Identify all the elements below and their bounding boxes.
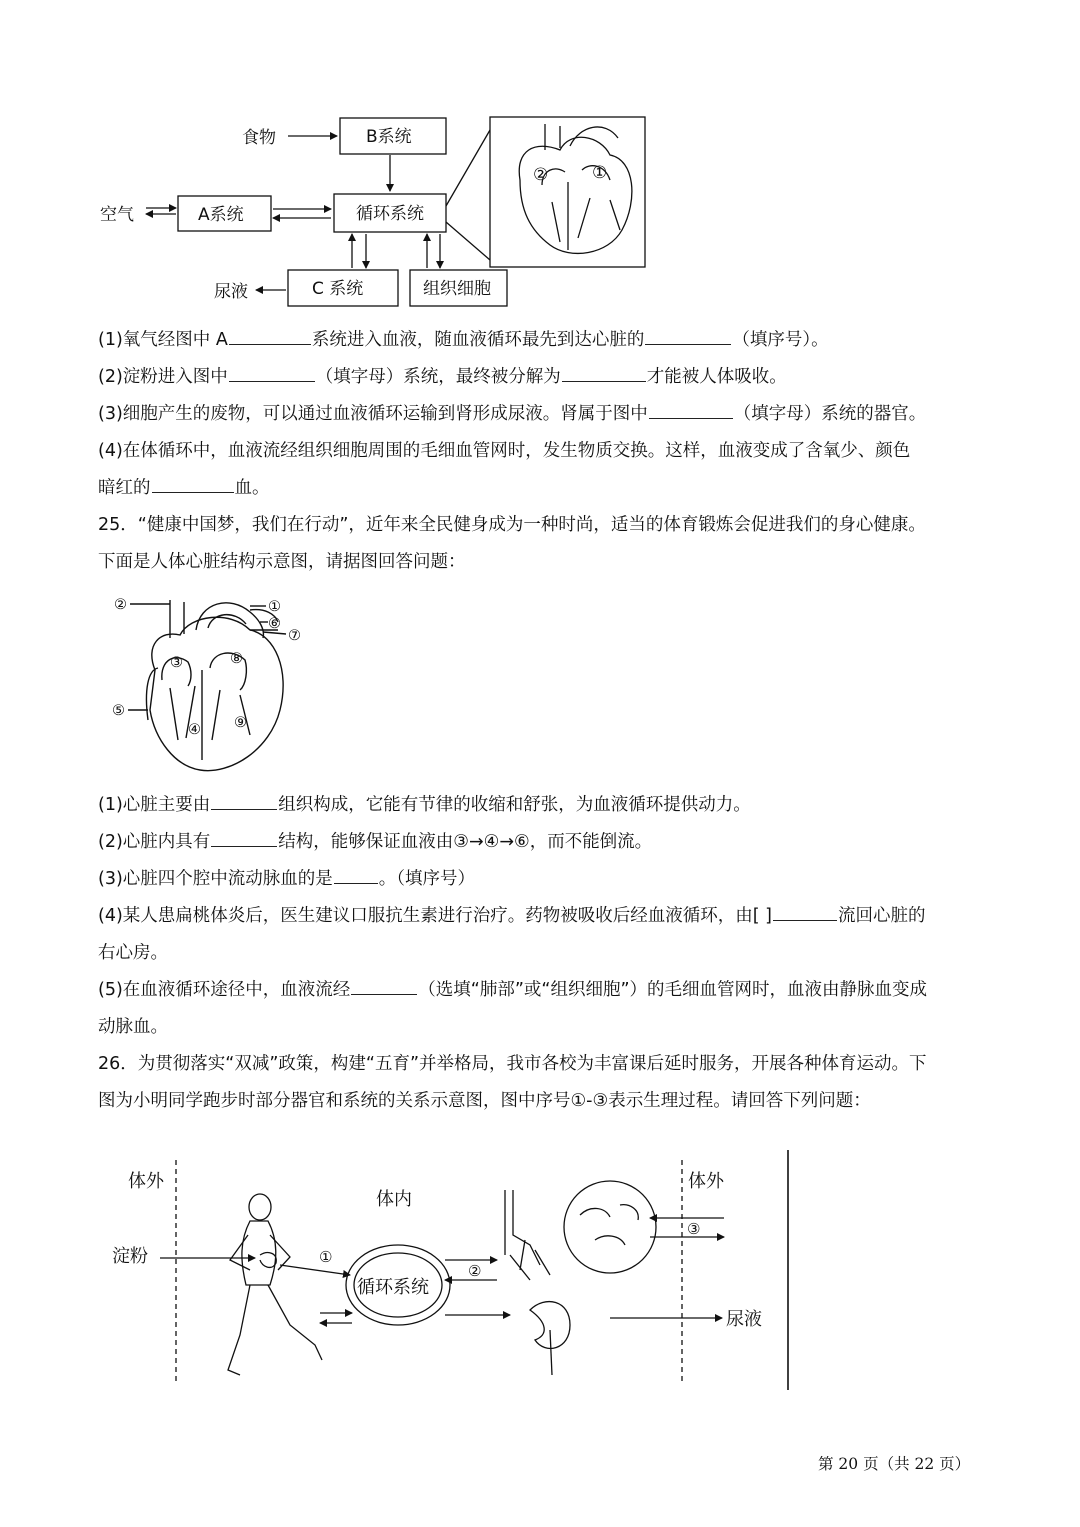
answer-blank[interactable] <box>152 474 234 493</box>
a-system-label: A系统 <box>198 205 244 225</box>
process-mark-2: ② <box>468 1262 482 1280</box>
heart-mark-2: ② <box>533 165 549 185</box>
answer-blank[interactable] <box>334 865 378 884</box>
tissue-cells-label: 组织细胞 <box>423 279 491 299</box>
food-label: 食物 <box>242 128 276 148</box>
q24-part3: (3)细胞产生的废物，可以通过血液循环运输到肾形成尿液。肾属于图中 （填字母）系统的器官。 <box>98 396 988 432</box>
q26-intro-2: 图为小明同学跑步时部分器官和系统的关系示意图，图中序号①-③表示生理过程。请回答下列问题： <box>98 1091 871 1111</box>
outside-right-label: 体外 <box>688 1171 724 1192</box>
q26-intro: 26．为贯彻落实“双减”政策，构建“五育”并举格局，我市各校为丰富课后延时服务，开展各种体育运动。下 <box>98 1054 927 1074</box>
heart-label-1: ① <box>268 599 281 615</box>
answer-blank[interactable] <box>211 791 277 810</box>
outside-left-label: 体外 <box>128 1171 164 1192</box>
heart-diagram <box>100 590 320 785</box>
q25-intro-2: 下面是人体心脏结构示意图，请据图回答问题： <box>98 552 466 572</box>
answer-blank[interactable] <box>229 326 311 345</box>
answer-blank[interactable] <box>351 976 417 995</box>
starch-label: 淀粉 <box>112 1246 148 1267</box>
runner-figure <box>228 1194 322 1375</box>
q25-part5-cont: 动脉血。 <box>98 1017 168 1037</box>
q25-intro: 25．“健康中国梦，我们在行动”，近年来全民健身成为一种时尚，适当的体育锻炼会促进我们的身心健康。 <box>98 515 926 535</box>
systems-diagram <box>90 110 660 315</box>
answer-blank[interactable] <box>229 363 315 382</box>
heart-label-6: ⑥ <box>268 616 281 632</box>
q25-part2: (2)心脏内具有 结构，能够保证血液由③→④→⑥，而不能倒流。 <box>98 824 988 860</box>
q25-part1: (1)心脏主要由 组织构成，它能有节律的收缩和舒张，为血液循环提供动力。 <box>98 787 988 823</box>
page-footer: 第 20 页（共 22 页） <box>818 1455 971 1473</box>
answer-blank[interactable] <box>645 326 731 345</box>
heart-label-4: ④ <box>188 722 201 738</box>
air-label: 空气 <box>100 205 134 225</box>
inside-label: 体内 <box>376 1189 412 1210</box>
q24-part4-cont: 暗红的 血。 <box>98 470 988 506</box>
process-mark-3: ③ <box>687 1220 701 1238</box>
heart-label-9: ⑨ <box>234 715 247 731</box>
runner-diagram <box>100 1145 800 1395</box>
circulation-label-2: 循环系统 <box>357 1277 429 1298</box>
q24-part4: (4)在体循环中，血液流经组织细胞周围的毛细血管网时，发生物质交换。这样，血液变成了含氧少、颜色 <box>98 441 911 461</box>
b-system-label: B系统 <box>366 127 412 147</box>
heart-mark-1: ① <box>592 163 608 183</box>
answer-blank[interactable] <box>773 902 837 921</box>
answer-blank[interactable] <box>649 400 733 419</box>
answer-blank[interactable] <box>211 828 277 847</box>
heart-label-3: ③ <box>170 655 183 671</box>
alveoli-circle <box>564 1181 656 1273</box>
answer-blank[interactable] <box>562 363 646 382</box>
process-mark-1: ① <box>319 1248 333 1266</box>
urine-label: 尿液 <box>214 282 248 302</box>
heart-label-8: ⑧ <box>230 651 243 667</box>
urine-label-2: 尿液 <box>726 1309 762 1330</box>
q25-part4: (4)某人患扁桃体炎后，医生建议口服抗生素进行治疗。药物被吸收后经血液循环，由[ ] 流回心脏的 <box>98 898 988 934</box>
q24-part1: (1)氧气经图中 A 系统进入血液，随血液循环最先到达心脏的 （填序号）。 <box>98 322 988 358</box>
q25-part4-cont: 右心房。 <box>98 943 168 963</box>
heart-label-2: ② <box>114 597 127 613</box>
heart-label-7: ⑦ <box>288 628 301 644</box>
q24-part2: (2)淀粉进入图中 （填字母）系统，最终被分解为 才能被人体吸收。 <box>98 359 988 395</box>
q25-part3: (3)心脏四个腔中流动脉血的是 。（填序号） <box>98 861 988 897</box>
q25-part5: (5)在血液循环途径中，血液流经 （选填“肺部”或“组织细胞”）的毛细血管网时，血液由静脉血变成 <box>98 972 988 1008</box>
c-system-label: C 系统 <box>312 279 364 299</box>
circulation-label: 循环系统 <box>356 204 424 224</box>
heart-label-5: ⑤ <box>112 703 125 719</box>
